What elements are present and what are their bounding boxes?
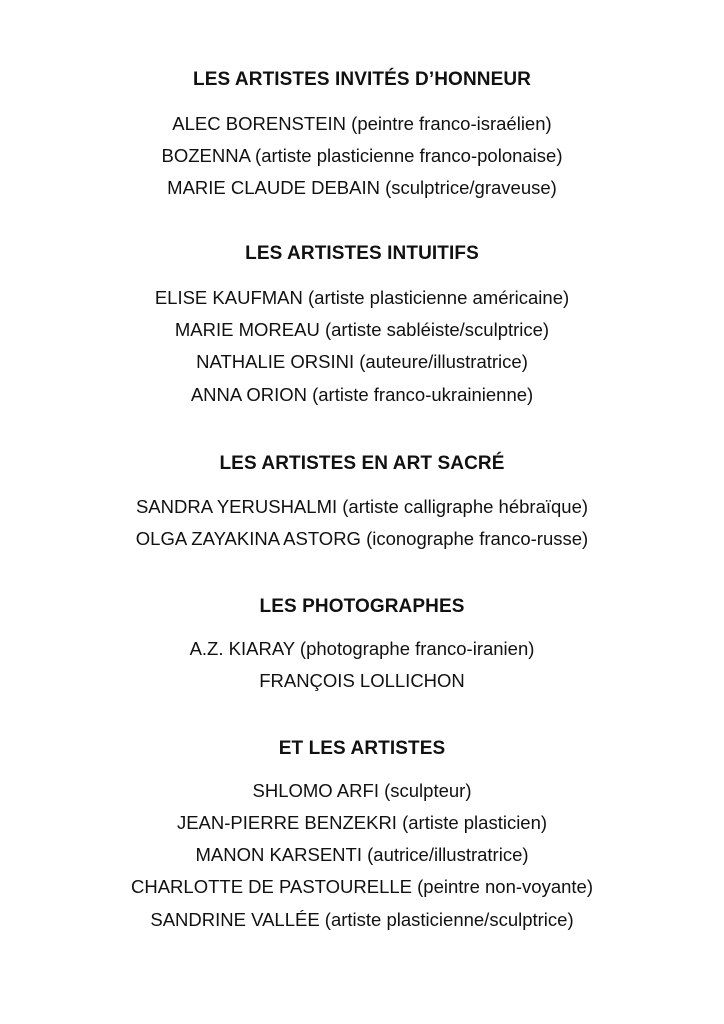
artist-entry: MARIE CLAUDE DEBAIN (sculptrice/graveuse) (167, 177, 557, 198)
artist-entry: CHARLOTTE DE PASTOURELLE (peintre non-voyante) (131, 876, 593, 897)
artist-entry: OLGA ZAYAKINA ASTORG (iconographe franco-russe) (135, 528, 589, 549)
section-heading-photographers: LES PHOTOGRAPHES (259, 596, 465, 617)
artist-entry: BOZENNA (artiste plasticienne franco-polonaise) (161, 145, 563, 166)
artist-entry: MANON KARSENTI (autrice/illustratrice) (195, 844, 529, 865)
section-heading-guests-of-honour: LES ARTISTES INVITÉS D’HONNEUR (193, 69, 531, 90)
artist-entry: JEAN-PIERRE BENZEKRI (artiste plasticien) (176, 812, 548, 833)
artist-entry: ELISE KAUFMAN (artiste plasticienne américaine) (154, 287, 570, 308)
artist-entry: FRANÇOIS LOLLICHON (259, 670, 465, 691)
artist-entry: SHLOMO ARFI (sculpteur) (252, 780, 472, 801)
artist-entry: NATHALIE ORSINI (auteure/illustratrice) (196, 351, 528, 372)
artist-entry: A.Z. KIARAY (photographe franco-iranien) (189, 638, 535, 659)
artist-entry: SANDRINE VALLÉE (artiste plasticienne/sculptrice) (150, 909, 574, 930)
artist-entry: MARIE MOREAU (artiste sabléiste/sculptrice) (174, 319, 550, 340)
artist-entry: ANNA ORION (artiste franco-ukrainienne) (190, 384, 534, 405)
section-heading-other-artists: ET LES ARTISTES (278, 738, 446, 759)
artist-entry: SANDRA YERUSHALMI (artiste calligraphe hébraïque) (135, 496, 589, 517)
section-heading-intuitive-artists: LES ARTISTES INTUITIFS (245, 243, 479, 264)
artist-entry: ALEC BORENSTEIN (peintre franco-israélien) (172, 113, 552, 134)
section-heading-sacred-art: LES ARTISTES EN ART SACRÉ (219, 453, 505, 474)
